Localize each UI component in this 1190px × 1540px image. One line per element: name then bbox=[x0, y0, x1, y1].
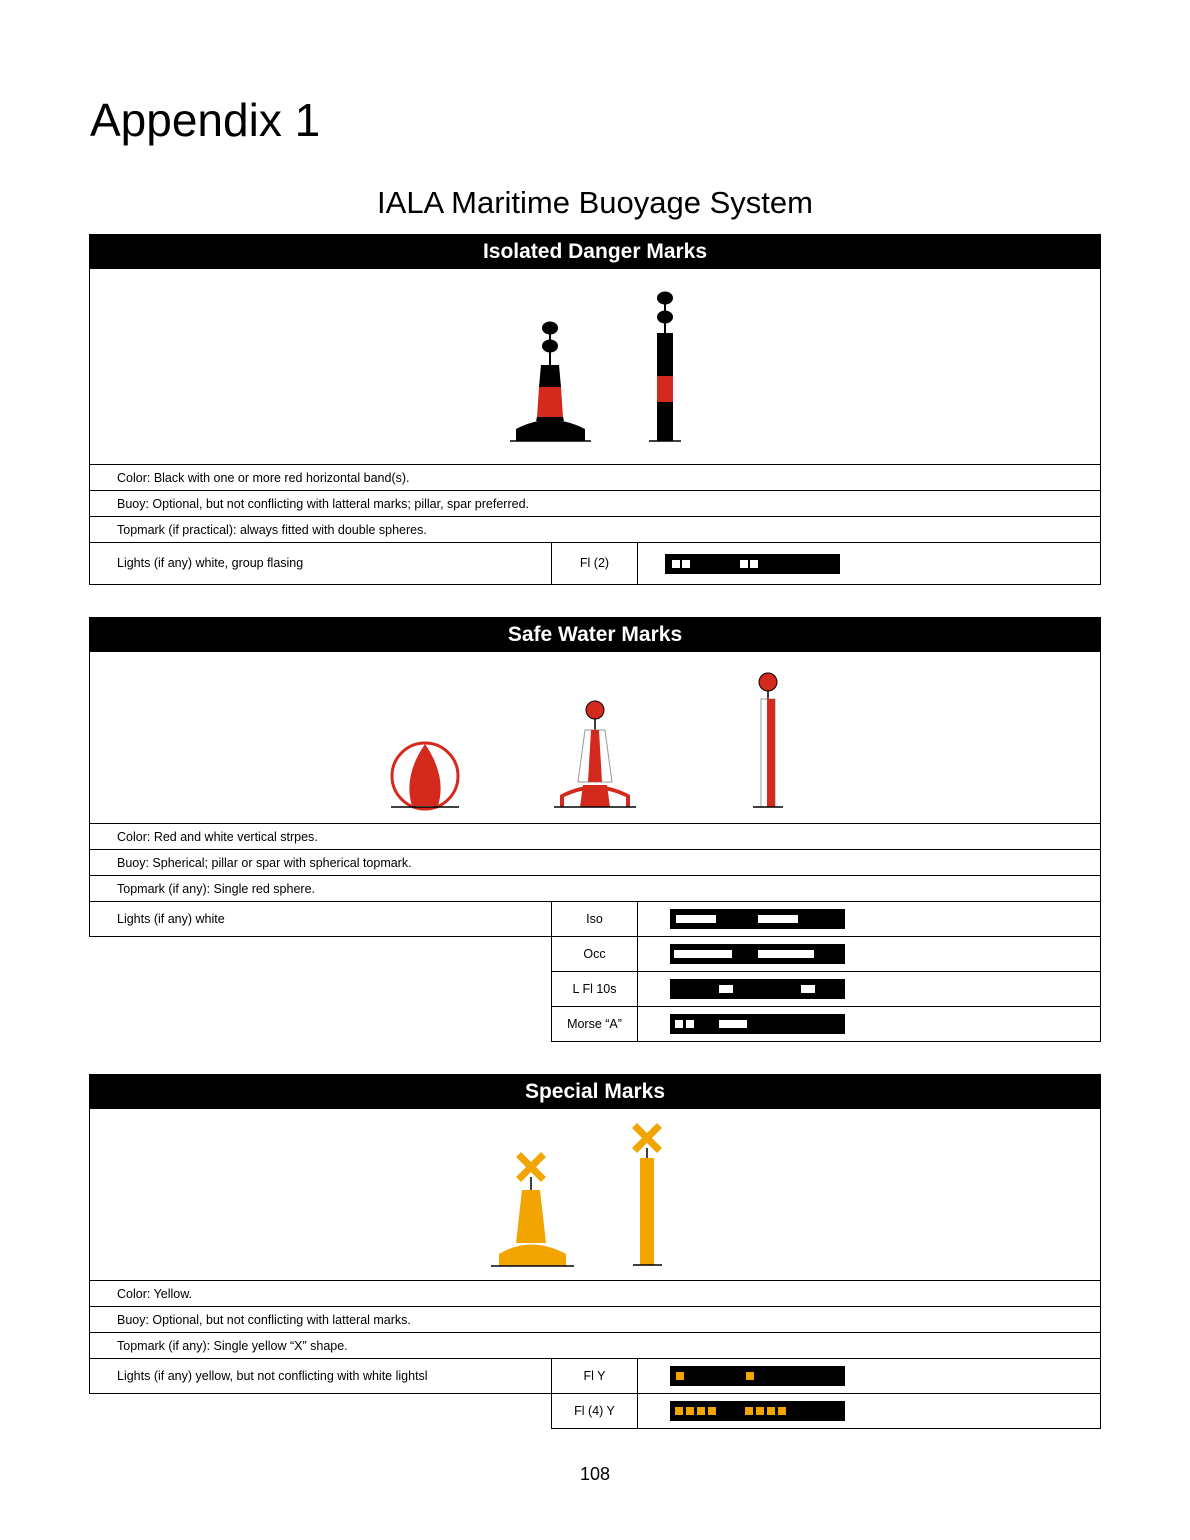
iso-pattern-icon bbox=[670, 909, 845, 929]
special-spar-icon bbox=[633, 1128, 662, 1265]
safe-water-color-row: Color: Red and white vertical strpes. bbox=[89, 824, 1101, 850]
special-lights-row-fl4y bbox=[89, 1394, 1101, 1429]
light-code-iso: Iso bbox=[551, 902, 638, 937]
safe-water-illustration bbox=[89, 652, 1101, 824]
special-section bbox=[89, 1074, 1101, 1429]
special-heading: Special Marks bbox=[89, 1074, 1101, 1109]
special-illustration bbox=[89, 1109, 1101, 1281]
safe-water-heading: Safe Water Marks bbox=[89, 617, 1101, 652]
light-pattern-iso bbox=[638, 902, 1101, 937]
isolated-danger-color-row: Color: Black with one or more red horizontal band(s). bbox=[89, 465, 1101, 491]
light-pattern-fl2 bbox=[638, 543, 1101, 585]
fly-pattern-icon bbox=[670, 1366, 845, 1386]
light-code-fl2: Fl (2) bbox=[551, 543, 638, 585]
occ-pattern-icon bbox=[670, 944, 845, 964]
fl2-pattern-icon bbox=[665, 554, 840, 574]
light-pattern-occ bbox=[638, 937, 1101, 972]
light-code-morse: Morse “A” bbox=[551, 1007, 638, 1042]
special-color-row: Color: Yellow. bbox=[89, 1281, 1101, 1307]
light-pattern-fly bbox=[638, 1359, 1101, 1394]
isolated-danger-illustration bbox=[89, 269, 1101, 465]
page-number: 108 bbox=[579, 1464, 611, 1484]
isolated-danger-heading: Isolated Danger Marks bbox=[89, 234, 1101, 269]
page-subtitle: IALA Maritime Buoyage System bbox=[377, 185, 813, 220]
safe-water-lights-desc: Lights (if any) white bbox=[89, 902, 551, 937]
isolated-danger-lights-row bbox=[89, 543, 1101, 585]
light-pattern-lfl bbox=[638, 972, 1101, 1007]
light-code-fl4y: Fl (4) Y bbox=[551, 1394, 638, 1429]
appendix-title: Appendix 1 bbox=[90, 94, 321, 146]
safe-water-section bbox=[89, 617, 1101, 1042]
safe-water-lights-row-iso bbox=[89, 902, 1101, 937]
isolated-danger-lights-desc: Lights (if any) white, group flasing bbox=[89, 543, 551, 585]
isolated-danger-buoy-icon bbox=[510, 322, 591, 442]
safe-water-buoy-row: Buoy: Spherical; pillar or spar with spherical topmark. bbox=[89, 850, 1101, 876]
isolated-danger-topmark-row: Topmark (if practical): always fitted with double spheres. bbox=[89, 517, 1101, 543]
special-buoy-icon bbox=[491, 1157, 574, 1266]
safe-water-spar-icon bbox=[753, 673, 783, 807]
light-pattern-fl4y bbox=[638, 1394, 1101, 1429]
safe-water-lights-row-lfl bbox=[89, 972, 1101, 1007]
safe-water-lights-row-morse bbox=[89, 1007, 1101, 1042]
special-buoy-row: Buoy: Optional, but not conflicting with latteral marks. bbox=[89, 1307, 1101, 1333]
lfl-pattern-icon bbox=[670, 979, 845, 999]
light-code-lfl: L Fl 10s bbox=[551, 972, 638, 1007]
isolated-danger-spar-icon bbox=[649, 292, 681, 442]
fl4y-pattern-icon bbox=[670, 1401, 845, 1421]
special-lights-row-fly bbox=[89, 1359, 1101, 1394]
light-code-fly: Fl Y bbox=[551, 1359, 638, 1394]
safe-water-lights-row-occ bbox=[89, 937, 1101, 972]
morse-pattern-icon bbox=[670, 1014, 845, 1034]
special-topmark-row: Topmark (if any): Single yellow “X” shape. bbox=[89, 1333, 1101, 1359]
light-pattern-morse bbox=[638, 1007, 1101, 1042]
safe-water-spherical-buoy-icon bbox=[391, 743, 459, 809]
isolated-danger-buoy-row: Buoy: Optional, but not conflicting with latteral marks; pillar, spar preferred. bbox=[89, 491, 1101, 517]
safe-water-topmark-row: Topmark (if any): Single red sphere. bbox=[89, 876, 1101, 902]
light-code-occ: Occ bbox=[551, 937, 638, 972]
isolated-danger-section bbox=[89, 234, 1101, 585]
safe-water-pillar-buoy-icon bbox=[554, 701, 636, 807]
special-lights-desc: Lights (if any) yellow, but not conflicting with white lightsl bbox=[89, 1359, 551, 1394]
